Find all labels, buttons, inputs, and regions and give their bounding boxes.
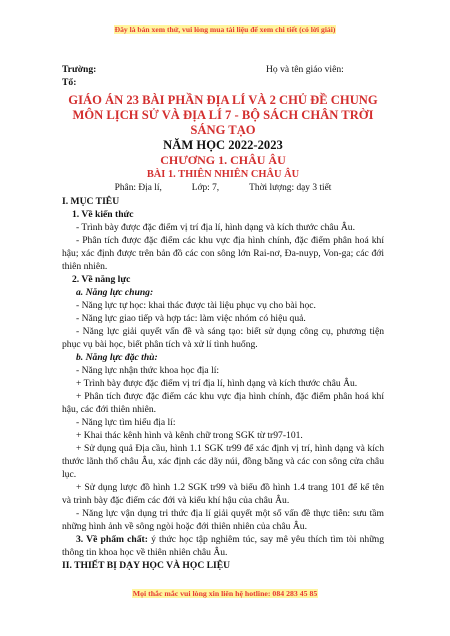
paragraph-qualities — [62, 533, 384, 559]
paragraph: - Phân tích được đặc điểm các khu vực địa hình chính, đặc điểm phân hoá khí hậu; xác định được trên bản đồ các con sông lớn Rai-nơ, Đa-nuyp, Von-ga; các đới thiên nhiên. — [62, 235, 384, 272]
title-line-2: MÔN LỊCH SỬ VÀ ĐỊA LÍ 7 - BỘ SÁCH CHÂN TRỜI SÁNG TẠO — [72, 108, 374, 137]
school-year: NĂM HỌC 2022-2023 — [163, 138, 283, 152]
hotline-banner: Mọi thắc mắc vui lòng xin liên hệ hotline: 084 283 45 85 — [132, 589, 318, 598]
paragraph: + Trình bày được đặc điểm vị trí địa lí, hình dạng và kích thước châu Âu. — [76, 378, 358, 389]
paragraph: + Phân tích được đặc điểm các khu vực địa hình chính, đặc điểm phân hoá khí hậu, các đới thiên nhiên. — [62, 391, 384, 415]
preview-banner: Đây là bản xem thử, vui lòng mua tài liệu để xem chi tiết (có lời giải) — [114, 25, 336, 34]
lesson-title: BÀI 1. THIÊN NHIÊN CHÂU ÂU — [146, 169, 300, 180]
paragraph: - Năng lực vận dụng tri thức địa lí giải quyết một số vấn đề thực tiễn: sưu tầm những hình ảnh về sông ngòi hoặc đới thiên nhiên của châu Âu. — [62, 508, 384, 532]
subheading-qualities: 3. Về phẩm chất: — [76, 534, 148, 545]
paragraph: - Năng lực giao tiếp và hợp tác: làm việc nhóm có hiệu quả. — [76, 313, 306, 324]
paragraph: - Năng lực giải quyết vấn đề và sáng tạo: biết sử dụng công cụ, phương tiện phục vụ bài học, biết phân tích và xử lí tình huống. — [62, 326, 384, 350]
paragraph: - Năng lực nhận thức khoa học địa lí: — [76, 365, 220, 376]
document-body — [62, 63, 384, 572]
title-line-1: GIÁO ÁN 23 BÀI PHẦN ĐỊA LÍ VÀ 2 CHỦ ĐỀ CHUNG — [68, 93, 378, 107]
paragraph: + Khai thác kênh hình và kênh chữ trong SGK từ tr97-101. — [76, 430, 303, 441]
duration-meta: Thời lượng: dạy 3 tiết — [249, 183, 332, 193]
subheading-knowledge: 1. Về kiến thức — [72, 209, 134, 220]
paragraph: + Sử dụng lược đồ hình 1.2 SGK tr99 và biểu đồ hình 1.4 trang 101 để kể tên và trình bày đặc điểm các đới và kiểu khí hậu của châu Âu. — [62, 482, 384, 506]
section-heading-objectives: I. MỤC TIÊU — [62, 196, 120, 207]
chapter-title: CHƯƠNG 1. CHÂU ÂU — [160, 153, 286, 167]
header-row — [62, 63, 384, 76]
teacher-label: Họ và tên giáo viên: — [266, 64, 344, 75]
paragraph: - Năng lực tự học: khai thác được tài liệu phục vụ cho bài học. — [76, 300, 316, 311]
paragraph: - Trình bày được đặc điểm vị trí địa lí, hình dạng và kích thước châu Âu. — [76, 222, 355, 233]
subheading-general-competence: a. Năng lực chung: — [76, 287, 154, 298]
subheading-competence: 2. Về năng lực — [72, 274, 131, 285]
lesson-meta — [62, 182, 384, 195]
paragraph: - Năng lực tìm hiểu địa lí: — [76, 417, 176, 428]
qualities-text: ý thức học tập nghiêm túc, say mê yêu thích tìm tòi những thông tin khoa học về thiên nhiên châu Âu. — [62, 534, 384, 558]
subheading-specific-competence: b. Năng lực đặc thù: — [76, 352, 158, 363]
group-label: Tổ: — [62, 77, 77, 88]
section-heading-equipment: II. THIẾT BỊ DẠY HỌC VÀ HỌC LIỆU — [62, 560, 231, 571]
grade-meta: Lớp: 7, — [191, 183, 220, 193]
subject-meta: Phân: Địa lí, — [114, 183, 162, 193]
school-label: Trường: — [62, 64, 97, 75]
paragraph: + Sử dụng quả Địa cầu, hình 1.1 SGK tr99 để xác định vị trí, hình dạng và kích thước lãnh thổ châu Âu, xác định các dãy núi, đồng bằng và các con sông cửa châu lục. — [62, 443, 384, 480]
